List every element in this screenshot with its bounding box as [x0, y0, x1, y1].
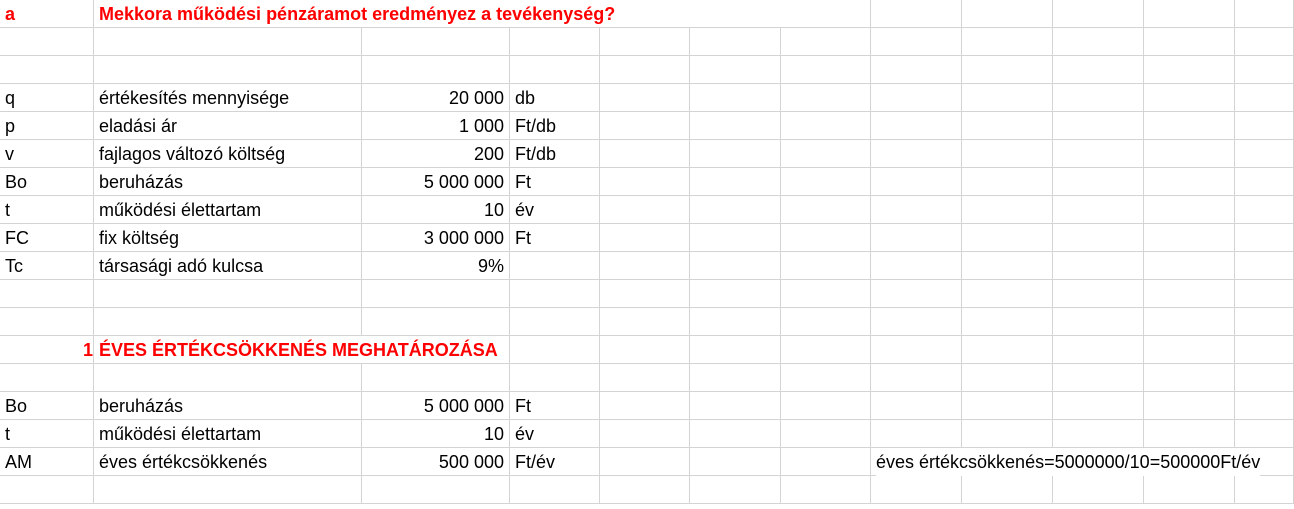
description-cell[interactable]: éves értékcsökkenés	[94, 448, 362, 476]
empty-cell[interactable]	[690, 112, 781, 140]
description-cell[interactable]: eladási ár	[94, 112, 362, 140]
symbol-cell[interactable]: q	[0, 84, 94, 112]
empty-cell[interactable]	[1053, 476, 1144, 504]
symbol-cell[interactable]: v	[0, 140, 94, 168]
empty-cell[interactable]	[781, 364, 871, 392]
empty-cell[interactable]	[781, 224, 871, 252]
empty-cell[interactable]	[1053, 140, 1144, 168]
empty-cell[interactable]	[871, 392, 962, 420]
empty-cell[interactable]	[690, 448, 781, 476]
sheet-row	[0, 0, 1294, 28]
empty-cell[interactable]	[362, 476, 510, 504]
empty-cell[interactable]	[781, 84, 871, 112]
empty-cell[interactable]	[781, 336, 871, 364]
description-cell[interactable]: működési élettartam	[94, 420, 362, 448]
section-number[interactable]: 1	[0, 336, 94, 364]
empty-cell[interactable]	[600, 448, 690, 476]
empty-cell[interactable]	[871, 168, 962, 196]
empty-cell[interactable]	[1144, 84, 1235, 112]
empty-cell[interactable]	[781, 196, 871, 224]
empty-cell[interactable]	[871, 140, 962, 168]
empty-cell[interactable]	[1053, 280, 1144, 308]
empty-cell[interactable]	[510, 308, 600, 336]
value-cell[interactable]: 10	[362, 196, 510, 224]
sheet-row	[0, 336, 1294, 364]
empty-cell[interactable]	[362, 308, 510, 336]
empty-cell[interactable]	[1053, 56, 1144, 84]
description-cell[interactable]: beruházás	[94, 168, 362, 196]
empty-cell[interactable]	[690, 28, 781, 56]
empty-cell[interactable]	[94, 308, 362, 336]
empty-cell[interactable]	[1053, 84, 1144, 112]
empty-cell[interactable]	[962, 308, 1053, 336]
empty-cell[interactable]	[871, 476, 962, 504]
empty-cell[interactable]	[1053, 196, 1144, 224]
empty-cell[interactable]	[0, 280, 94, 308]
empty-cell[interactable]	[962, 420, 1053, 448]
empty-cell[interactable]	[600, 28, 690, 56]
value-cell[interactable]: 1 000	[362, 112, 510, 140]
empty-cell[interactable]	[1235, 56, 1294, 84]
empty-cell[interactable]	[1144, 476, 1235, 504]
empty-cell[interactable]	[962, 336, 1053, 364]
description-cell[interactable]: beruházás	[94, 392, 362, 420]
empty-cell[interactable]	[690, 308, 781, 336]
empty-cell[interactable]	[871, 84, 962, 112]
empty-cell[interactable]	[871, 280, 962, 308]
sheet-row	[0, 224, 1294, 252]
empty-cell[interactable]	[510, 56, 600, 84]
unit-cell[interactable]	[510, 252, 600, 280]
empty-cell[interactable]	[1235, 364, 1294, 392]
empty-cell[interactable]	[510, 336, 600, 364]
empty-cell[interactable]	[1053, 364, 1144, 392]
sheet-row	[0, 28, 1294, 56]
empty-cell[interactable]	[1235, 168, 1294, 196]
empty-cell[interactable]	[690, 0, 781, 28]
empty-cell[interactable]	[962, 196, 1053, 224]
value-cell[interactable]: 5 000 000	[362, 392, 510, 420]
empty-cell[interactable]	[962, 224, 1053, 252]
empty-cell[interactable]	[362, 364, 510, 392]
empty-cell[interactable]	[94, 28, 362, 56]
empty-cell[interactable]	[510, 280, 600, 308]
empty-cell[interactable]	[1144, 112, 1235, 140]
value-cell[interactable]: 10	[362, 420, 510, 448]
value-cell[interactable]: 9%	[362, 252, 510, 280]
symbol-cell[interactable]: FC	[0, 224, 94, 252]
empty-cell[interactable]	[600, 140, 690, 168]
empty-cell[interactable]	[1144, 280, 1235, 308]
empty-cell[interactable]	[510, 364, 600, 392]
empty-cell[interactable]	[1144, 168, 1235, 196]
empty-cell[interactable]	[690, 140, 781, 168]
empty-cell[interactable]	[1235, 420, 1294, 448]
empty-cell[interactable]	[962, 364, 1053, 392]
empty-cell[interactable]	[690, 336, 781, 364]
question-title[interactable]: Mekkora működési pénzáramot eredményez a tevékenység?	[94, 0, 362, 28]
empty-cell[interactable]	[1235, 252, 1294, 280]
empty-cell[interactable]	[1053, 252, 1144, 280]
empty-cell[interactable]	[600, 392, 690, 420]
empty-cell[interactable]	[781, 308, 871, 336]
empty-cell[interactable]	[600, 364, 690, 392]
empty-cell[interactable]	[1235, 84, 1294, 112]
empty-cell[interactable]	[362, 336, 510, 364]
empty-cell[interactable]	[962, 56, 1053, 84]
unit-cell[interactable]: Ft/év	[510, 448, 600, 476]
empty-cell[interactable]	[962, 280, 1053, 308]
cell-a[interactable]: a	[0, 0, 94, 28]
empty-cell[interactable]	[94, 364, 362, 392]
empty-cell[interactable]	[362, 56, 510, 84]
symbol-cell[interactable]: Bo	[0, 168, 94, 196]
empty-cell[interactable]	[362, 280, 510, 308]
empty-cell[interactable]	[1053, 420, 1144, 448]
empty-cell[interactable]	[781, 476, 871, 504]
sheet-row	[0, 392, 1294, 420]
empty-cell[interactable]	[871, 336, 962, 364]
empty-cell[interactable]	[1235, 28, 1294, 56]
empty-cell[interactable]	[690, 84, 781, 112]
empty-cell[interactable]	[871, 308, 962, 336]
empty-cell[interactable]	[1144, 140, 1235, 168]
empty-cell[interactable]	[962, 392, 1053, 420]
description-cell[interactable]: értékesítés mennyisége	[94, 84, 362, 112]
empty-cell[interactable]	[1053, 336, 1144, 364]
empty-cell[interactable]	[1053, 0, 1144, 28]
empty-cell[interactable]	[600, 84, 690, 112]
empty-cell[interactable]	[510, 28, 600, 56]
empty-cell[interactable]	[962, 252, 1053, 280]
value-cell[interactable]: 500 000	[362, 448, 510, 476]
sheet-row	[0, 280, 1294, 308]
empty-cell[interactable]	[1053, 112, 1144, 140]
empty-cell[interactable]	[1235, 476, 1294, 504]
empty-cell[interactable]	[962, 0, 1053, 28]
empty-cell[interactable]	[690, 364, 781, 392]
sheet-row	[0, 196, 1294, 224]
description-cell[interactable]: fix költség	[94, 224, 362, 252]
empty-cell[interactable]	[1235, 0, 1294, 28]
empty-cell[interactable]	[94, 476, 362, 504]
empty-cell[interactable]	[1053, 168, 1144, 196]
unit-cell[interactable]: db	[510, 84, 600, 112]
empty-cell[interactable]	[600, 224, 690, 252]
empty-cell[interactable]	[871, 56, 962, 84]
empty-cell[interactable]	[871, 252, 962, 280]
empty-cell[interactable]	[871, 196, 962, 224]
empty-cell[interactable]	[690, 168, 781, 196]
empty-cell[interactable]	[1144, 336, 1235, 364]
symbol-cell[interactable]: AM	[0, 448, 94, 476]
empty-cell[interactable]	[781, 420, 871, 448]
empty-cell[interactable]	[0, 364, 94, 392]
sheet-row	[0, 112, 1294, 140]
value-cell[interactable]: 5 000 000	[362, 168, 510, 196]
unit-cell[interactable]: Ft	[510, 224, 600, 252]
empty-cell[interactable]	[600, 420, 690, 448]
empty-cell[interactable]	[1053, 224, 1144, 252]
empty-cell[interactable]	[781, 28, 871, 56]
empty-cell[interactable]	[600, 336, 690, 364]
empty-cell[interactable]	[690, 224, 781, 252]
empty-cell[interactable]	[781, 56, 871, 84]
empty-cell[interactable]	[510, 476, 600, 504]
empty-cell[interactable]	[600, 112, 690, 140]
empty-cell[interactable]	[600, 280, 690, 308]
symbol-cell[interactable]: Bo	[0, 392, 94, 420]
sheet-row	[0, 168, 1294, 196]
empty-cell[interactable]	[1144, 56, 1235, 84]
empty-cell[interactable]	[690, 476, 781, 504]
description-cell[interactable]: társasági adó kulcsa	[94, 252, 362, 280]
symbol-cell[interactable]: p	[0, 112, 94, 140]
empty-cell[interactable]	[1053, 392, 1144, 420]
empty-cell[interactable]	[871, 112, 962, 140]
unit-cell[interactable]: Ft/db	[510, 112, 600, 140]
empty-cell[interactable]	[0, 476, 94, 504]
unit-cell[interactable]: év	[510, 420, 600, 448]
formula-note: éves értékcsökkenés=5000000/10=500000Ft/év	[876, 448, 1260, 476]
empty-cell[interactable]	[600, 476, 690, 504]
empty-cell[interactable]	[1235, 224, 1294, 252]
empty-cell[interactable]	[1235, 140, 1294, 168]
empty-cell[interactable]	[781, 112, 871, 140]
empty-cell[interactable]	[690, 56, 781, 84]
symbol-cell[interactable]: t	[0, 196, 94, 224]
empty-cell[interactable]	[962, 140, 1053, 168]
empty-cell[interactable]	[1235, 308, 1294, 336]
empty-cell[interactable]	[690, 420, 781, 448]
sheet-row	[0, 140, 1294, 168]
empty-cell[interactable]	[1144, 0, 1235, 28]
empty-cell[interactable]	[1053, 308, 1144, 336]
empty-cell[interactable]	[1235, 112, 1294, 140]
empty-cell[interactable]	[1235, 392, 1294, 420]
empty-cell[interactable]	[1144, 196, 1235, 224]
empty-cell[interactable]	[781, 0, 871, 28]
empty-cell[interactable]	[871, 364, 962, 392]
empty-cell[interactable]	[781, 448, 871, 476]
empty-cell[interactable]	[94, 280, 362, 308]
empty-cell[interactable]	[1235, 336, 1294, 364]
empty-cell[interactable]	[1144, 224, 1235, 252]
empty-cell[interactable]	[600, 252, 690, 280]
sheet-row	[0, 476, 1294, 504]
empty-cell[interactable]	[871, 28, 962, 56]
empty-cell[interactable]	[600, 56, 690, 84]
unit-cell[interactable]: Ft	[510, 392, 600, 420]
empty-cell[interactable]	[962, 168, 1053, 196]
empty-cell[interactable]	[781, 252, 871, 280]
sheet-row	[0, 364, 1294, 392]
empty-cell[interactable]	[1144, 252, 1235, 280]
unit-cell[interactable]: Ft	[510, 168, 600, 196]
empty-cell[interactable]	[690, 252, 781, 280]
empty-cell[interactable]	[781, 140, 871, 168]
empty-cell[interactable]	[1144, 392, 1235, 420]
empty-cell[interactable]	[781, 392, 871, 420]
empty-cell[interactable]	[962, 84, 1053, 112]
empty-cell[interactable]	[600, 196, 690, 224]
empty-cell[interactable]	[1144, 308, 1235, 336]
value-cell[interactable]: 20 000	[362, 84, 510, 112]
sheet-row	[0, 84, 1294, 112]
empty-cell[interactable]	[1053, 28, 1144, 56]
empty-cell[interactable]	[962, 476, 1053, 504]
empty-cell[interactable]	[94, 56, 362, 84]
empty-cell[interactable]	[0, 28, 94, 56]
empty-cell[interactable]	[1235, 280, 1294, 308]
unit-cell[interactable]: év	[510, 196, 600, 224]
empty-cell[interactable]	[0, 56, 94, 84]
empty-cell[interactable]	[690, 196, 781, 224]
empty-cell[interactable]	[600, 168, 690, 196]
empty-cell[interactable]	[1235, 196, 1294, 224]
empty-cell[interactable]	[1144, 28, 1235, 56]
empty-cell[interactable]	[781, 168, 871, 196]
empty-cell[interactable]	[871, 0, 962, 28]
symbol-cell[interactable]: Tc	[0, 252, 94, 280]
empty-cell[interactable]	[362, 28, 510, 56]
value-cell[interactable]: 3 000 000	[362, 224, 510, 252]
empty-cell[interactable]	[871, 224, 962, 252]
empty-cell[interactable]	[690, 280, 781, 308]
empty-cell[interactable]	[690, 392, 781, 420]
empty-cell[interactable]	[600, 308, 690, 336]
description-cell[interactable]: fajlagos változó költség	[94, 140, 362, 168]
empty-cell[interactable]	[962, 112, 1053, 140]
empty-cell[interactable]	[781, 280, 871, 308]
empty-cell[interactable]	[0, 308, 94, 336]
unit-cell[interactable]: Ft/db	[510, 140, 600, 168]
empty-cell[interactable]	[871, 420, 962, 448]
empty-cell[interactable]	[962, 28, 1053, 56]
symbol-cell[interactable]: t	[0, 420, 94, 448]
empty-cell[interactable]	[1144, 420, 1235, 448]
sheet-row	[0, 252, 1294, 280]
sheet-row	[0, 308, 1294, 336]
section-title[interactable]: ÉVES ÉRTÉKCSÖKKENÉS MEGHATÁROZÁSA	[94, 336, 362, 364]
empty-cell[interactable]	[1144, 364, 1235, 392]
sheet-row	[0, 56, 1294, 84]
description-cell[interactable]: működési élettartam	[94, 196, 362, 224]
sheet-row	[0, 420, 1294, 448]
value-cell[interactable]: 200	[362, 140, 510, 168]
